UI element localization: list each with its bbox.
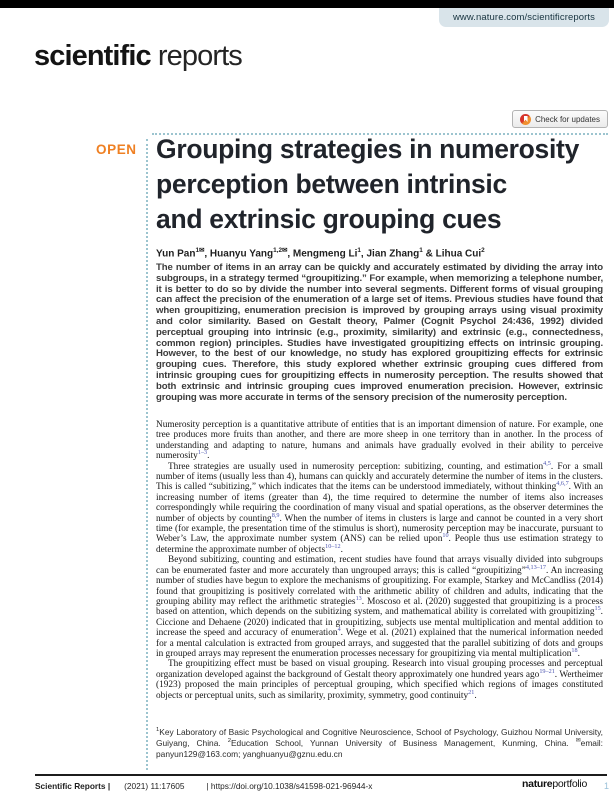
superscript-ref: 4,6,7 <box>556 480 569 488</box>
margin-dotted-rule <box>146 139 148 770</box>
crossmark-icon <box>520 114 531 125</box>
superscript-ref: 4,5 <box>543 459 551 467</box>
page-number: 1 <box>603 781 609 791</box>
superscript-ref: 13 <box>355 594 362 602</box>
superscript-ref: 2 <box>481 247 485 254</box>
body-paragraph: The groupitizing effect must be based on visual grouping. Research into visual grouping processes and perceptual organization developed against the background of Gestalt theory approximately one hundred years ago$^{19-21}$. Wertheimer (1923) proposed the main principles of perceptual grouping, which specified which regions of images constituted objects or perceptual units, such as similarity, proximity, symmetry, good continuity$^{21}$. <box>156 659 603 701</box>
superscript-ref: 1✉ <box>195 247 205 254</box>
body-paragraph: Beyond subitizing, counting and estimation, recent studies have found that arrays visually divided into subgroups can be enumerated faster and more accurately than ungrouped arrays; this is called “groupitizing”$^{4,13-17}$. An increasing number of studies have begun to explore the mechanisms of groupitizing. For example, Starkey and McCandliss (2014) found that groupitizing is positively correlated with the arithmetic ability of children and adults, indicating that the grouping ability may reflect the arithmetic strategies$^{13}$. Moscoso et al. (2020) suggested that groupitizing is a process based on attention, which depends on the subitizing system, and mathematical ability is correlated with groupitizing$^{15}$. Ciccione and Dehaene (2020) indicated that in groupitizing, subjects use mental multiplication and mental addition to increase the speed and accuracy of enumeration$^4$. Wege et al. (2021) explained that the numerical information needed for a mental calculation is extracted from grouped arrays, and suggested that the parallel subitizing of dots and groups in grouped arrays may represent the enumeration processes necessary for groupitizing via mental multiplication$^{18}$. <box>156 555 603 659</box>
journal-logo-light: reports <box>157 40 242 72</box>
footer-journal-name: Scientific Reports | <box>35 781 111 791</box>
superscript-ref: 4,13–17 <box>525 563 546 571</box>
superscript-ref: 10–12 <box>325 542 341 550</box>
journal-logo-bold: scientific <box>34 40 151 72</box>
superscript-ref: 1 <box>419 247 423 254</box>
superscript-ref: 1,2✉ <box>273 247 288 254</box>
article-title-line: perception between intrinsic <box>156 169 507 199</box>
superscript-ref: 21 <box>468 688 475 696</box>
footer-citation: (2021) 11:17605 <box>124 781 185 791</box>
article-title-line: and extrinsic grouping cues <box>156 204 502 234</box>
check-for-updates-button[interactable] <box>512 110 608 128</box>
superscript-ref: 8,9 <box>271 511 280 519</box>
email-links[interactable]: panyun129@163.com; yanghuanyu@gznu.edu.cn <box>156 749 343 759</box>
open-access-label: OPEN <box>96 142 137 157</box>
superscript-ref: 15 <box>594 605 601 613</box>
footer-doi-link[interactable]: | https://doi.org/10.1038/s41598-021-96944-x <box>206 781 373 791</box>
footer-rule <box>35 774 607 776</box>
body-paragraph: Three strategies are usually used in numerosity perception: subitizing, counting, and estimation$^{4,5}$. For a small number of items (usually less than 4), humans can quickly and accurately determine the number of items in the clusters. This is called “subitizing,” which indicates that the items can be understood immediately, without thinking$^{4,6,7}$. With an increasing number of items (greater than 4), the time required to determine the number of items also increases correspondingly while requiring the coordination of many visual and spatial operations, as the observer determines the number of objects by counting$^{8,9}$. When the number of items in clusters is large and cannot be counted in a very short time (for example, the presentation time of the stimulus is short), numerosity perception may be inaccurate, pursuant to Weber’s Law, the approximate number system (ANS) can be relied upon$^{10}$. People thus use estimation strategy to determine the approximate number of objects$^{10-12}$. <box>156 459 603 555</box>
journal-logo <box>34 40 242 73</box>
article-body <box>156 420 603 718</box>
superscript-ref: 19–21 <box>539 667 555 675</box>
footer-citation-line <box>35 781 372 791</box>
superscript-ref: 18 <box>571 646 578 654</box>
superscript-ref: 1 <box>357 247 361 254</box>
journal-url-tab: www.nature.com/scientificreports <box>439 8 609 27</box>
superscript-ref: 4 <box>337 626 341 634</box>
top-bar <box>0 0 614 8</box>
article-title <box>156 132 608 237</box>
nature-portfolio-logo <box>522 778 587 790</box>
superscript-ref: 1–3 <box>197 449 208 457</box>
superscript-ref: ✉ <box>575 738 581 745</box>
nature-portfolio-logo-light: portfolio <box>552 778 587 790</box>
article-title-line: Grouping strategies in numerosity <box>156 134 580 164</box>
nature-portfolio-logo-bold: nature <box>522 778 553 790</box>
abstract-paragraph: The number of items in an array can be quickly and accurately estimated by dividing the array into subgroups, in a strategy termed “groupitizing.” For example, when memorizing a telephone number, it is better to do so by divide the number into several segments. Different forms of visual grouping can affect the precision of the enumeration of a large set of items. Previous studies have found that when groupitizing, enumeration precision is improved by grouping arrays using visual proximity and color similarity. Based on Gestalt theory, Palmer (Cognit Psychol 24:436, 1992) divided perceptual grouping into intrinsic (e.g., proximity, similarity) and extrinsic (e.g., connectedness, common region) principles. Studies have investigated groupitizing effects on intrinsic grouping. However, to the best of our knowledge, no study has explored groupitizing effects for extrinsic grouping cues. Therefore, this study explored whether extrinsic grouping cues differed from intrinsic grouping cues for groupitizing effects in numerosity perception. The results showed that both extrinsic and intrinsic grouping cues improved enumeration precision. However, extrinsic grouping was more accurate in terms of the sensory precision of the numerosity perception. <box>156 263 603 403</box>
superscript-ref: 1 <box>156 727 160 734</box>
affiliations-footnote: $^1$Key Laboratory of Basic Psychological and Cognitive Neuroscience, School of Psychology, Guizhou Normal University, Guiyang, China. $^2$Education School, Yunnan University of Business Management, Kunming, China. ✉email: panyun129@163.com; yanghuanyu@gznu.edu.cn <box>156 727 603 759</box>
authors-line: Yun Pan$^{1✉}$, Huanyu Yang$^{1,2✉}$, Mengmeng Li$^1$, Jian Zhang$^1$ & Lihua Cui$^2$ <box>156 247 485 260</box>
body-paragraph: Numerosity perception is a quantitative attribute of entities that is an important dimension of nature. For example, one tree produces more fruits than another, and there are more sheep in one territory than in another. In the process of understanding and adapting to nature, humans and animals have gradually evolved in their ability to perceive numerosity$^{1-3}$. <box>156 420 603 462</box>
superscript-ref: 2 <box>227 738 231 745</box>
superscript-ref: 10 <box>442 532 449 540</box>
check-for-updates-label: Check for updates <box>535 114 600 124</box>
